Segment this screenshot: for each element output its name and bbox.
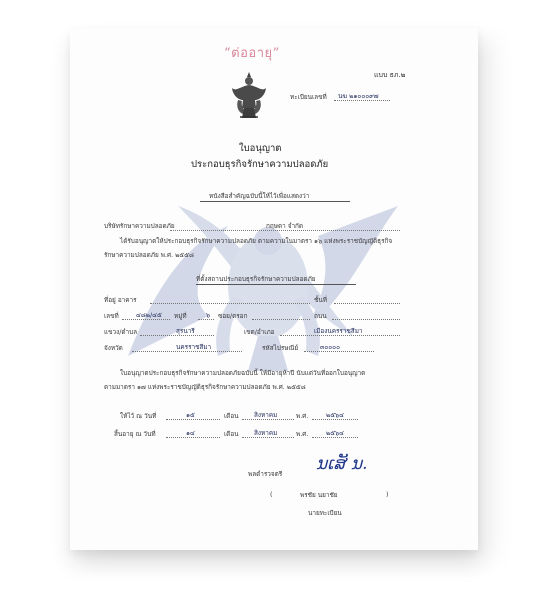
issued-day: ๑๕	[186, 411, 195, 419]
expire-month-line	[242, 437, 294, 438]
expire-year-label: พ.ศ.	[296, 430, 309, 438]
form-code: แบบ ธภ.๒	[374, 71, 406, 79]
district-label: เขต/อำเภอ	[244, 328, 275, 336]
company-underline	[170, 230, 400, 231]
expire-label: สิ้นอายุ ณ วันที่	[114, 430, 156, 438]
registrar-signature: ນເສັ ນ.	[316, 454, 368, 474]
place-label: ที่อยู่ อาคาร	[104, 296, 137, 304]
issued-year-line	[312, 419, 358, 420]
province-value: นครราชสีมา	[176, 343, 212, 351]
act-line: รักษาความปลอดภัย พ.ศ. ๒๕๕๘	[104, 251, 194, 259]
no-value: ๔๘๒/๔๕	[136, 311, 162, 319]
postal-value: ๓๐๐๐๐	[320, 343, 340, 351]
floor-label: ชั้นที่	[314, 296, 327, 304]
district-line	[280, 335, 400, 336]
document-subtitle: ประกอบธุรกิจรักษาความปลอดภัย	[191, 159, 329, 170]
issued-year: ๒๕๖๔	[326, 411, 344, 419]
name-close-paren: )	[386, 490, 389, 498]
officer-rank: พลตำรวจตรี	[248, 470, 283, 478]
road-label: ถนน	[314, 312, 327, 320]
subdistrict-label: แขวง/ตำบล	[104, 328, 138, 336]
office-heading: ที่ตั้งสถานประกอบธุรกิจรักษาความปลอดภัย	[196, 275, 316, 283]
intro-underline	[200, 201, 350, 202]
no-line	[122, 319, 170, 320]
soi-label: ซอย/ตรอก	[218, 312, 248, 320]
soi-line	[252, 319, 310, 320]
province-label: จังหวัด	[104, 344, 123, 352]
document-title: ใบอนุญาต	[239, 143, 282, 154]
registration-label: ทะเบียนเลขที่	[290, 93, 327, 101]
issued-label: ให้ไว้ ณ วันที่	[120, 412, 157, 420]
place-line	[150, 303, 310, 304]
issued-month-label: เดือน	[224, 412, 239, 420]
moo-line	[198, 319, 214, 320]
expire-month-label: เดือน	[224, 430, 239, 438]
name-open-paren: (	[270, 490, 273, 498]
moo-value: ๖	[206, 311, 211, 319]
registration-number: นฆ ๒๑๐๐๐๙๗	[338, 92, 379, 100]
validity-line-2: ตามมาตรา ๑๗ แห่งพระราชบัญญัติธุรกิจรักษาความปลอดภัย พ.ศ. ๒๕๕๘	[104, 383, 306, 391]
company-type: กฤษดา จำกัด	[266, 222, 304, 230]
subdistrict-line	[140, 335, 214, 336]
district-value: เมืองนครราชสีมา	[314, 327, 363, 335]
postal-label: รหัสไปรษณีย์	[262, 344, 299, 352]
issued-day-line	[166, 419, 220, 420]
garuda-emblem	[230, 70, 268, 120]
issued-month: สิงหาคม	[254, 411, 278, 419]
permit-line: ได้รับอนุญาตให้ประกอบธุรกิจรักษาความปลอดภัย ตามความในมาตรา ๑๖ แห่งพระราชบัญญัติธุรกิจ	[120, 237, 393, 245]
expire-month: สิงหาคม	[254, 429, 278, 437]
expire-year-line	[312, 437, 358, 438]
floor-line	[334, 303, 400, 304]
subdistrict-value: สุรนารี	[176, 327, 195, 335]
issued-year-label: พ.ศ.	[296, 412, 309, 420]
officer-title: นายทะเบียน	[308, 509, 342, 517]
officer-name: พรชัย นยาชัย	[300, 491, 338, 499]
office-underline	[196, 284, 356, 285]
province-line	[132, 351, 242, 352]
moo-label: หมู่ที่	[174, 312, 187, 320]
issued-month-line	[242, 419, 294, 420]
registration-underline	[334, 100, 390, 101]
expire-day: ๑๔	[186, 429, 195, 437]
no-label: เลขที่	[104, 312, 119, 320]
expire-day-line	[166, 437, 220, 438]
road-line	[332, 319, 400, 320]
company-name: บริษัทรักษาความปลอดภัย	[104, 222, 175, 230]
renewal-stamp: “ต่ออายุ”	[224, 46, 280, 61]
postal-line	[304, 351, 374, 352]
intro-text: หนังสือสำคัญฉบับนี้ให้ไว้เพื่อแสดงว่า	[209, 192, 310, 200]
validity-line-1: ใบอนุญาตประกอบธุรกิจรักษาความปลอดภัยฉบับนี้ ให้มีอายุห้าปี นับแต่วันที่ออกใบอนุญาต	[120, 369, 366, 377]
expire-year: ๒๕๖๔	[326, 429, 344, 437]
